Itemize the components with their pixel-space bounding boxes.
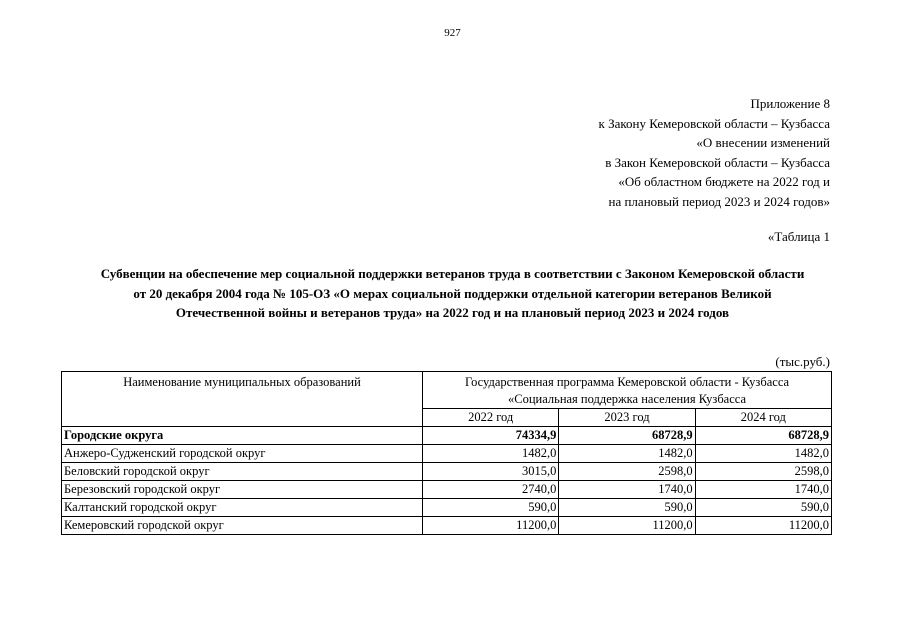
title-line: Отечественной войны и ветеранов труда» на 2022 год и на плановый период 2023 и 2024 годов <box>175 305 730 320</box>
table-row <box>62 445 832 463</box>
appendix-line: на плановый период 2023 и 2024 годов» <box>608 193 830 209</box>
column-header-year: 2023 год <box>559 409 695 427</box>
value-2022: 2740,0 <box>423 481 559 499</box>
row-name: Калтанский городской округ <box>62 499 423 517</box>
table-row <box>62 499 832 517</box>
appendix-line: «Об областном бюджете на 2022 год и <box>618 174 830 190</box>
table-reference: «Таблица 1 <box>767 229 830 244</box>
program-header-line: «Социальная поддержка населения Кузбасса <box>508 392 747 406</box>
appendix-line: Приложение 8 <box>750 96 830 111</box>
appendix-line: в Закон Кемеровской области – Кузбасса <box>605 154 830 170</box>
row-name: Городские округа <box>62 427 423 445</box>
value-2024: 11200,0 <box>695 517 831 535</box>
appendix-header <box>599 94 831 212</box>
title-line: Субвенции на обеспечение мер социальной поддержки ветеранов труда в соответствии с Законом Кемеровской области <box>100 266 805 281</box>
column-header-name: Наименование муниципальных образований <box>62 372 423 427</box>
row-name: Кемеровский городской округ <box>62 517 423 535</box>
value-2023: 1740,0 <box>559 481 695 499</box>
column-header-program <box>423 372 832 409</box>
table-row <box>62 517 832 535</box>
row-name: Березовский городской округ <box>62 481 423 499</box>
row-name: Беловский городской округ <box>62 463 423 481</box>
unit-label: (тыс.руб.) <box>775 354 830 369</box>
table-row <box>62 481 832 499</box>
table-row-total <box>62 427 832 445</box>
page-number: 927 <box>444 27 461 39</box>
value-2024: 68728,9 <box>695 427 831 445</box>
column-header-year: 2022 год <box>423 409 559 427</box>
value-2023: 68728,9 <box>559 427 695 445</box>
appendix-line: «О внесении изменений <box>696 135 830 151</box>
value-2022: 11200,0 <box>423 517 559 535</box>
row-name: Анжеро-Судженский городской округ <box>62 445 423 463</box>
title-line: от 20 декабря 2004 года № 105-ОЗ «О мерах социальной поддержки отдельной категории ветеранов Великой <box>133 285 772 301</box>
column-header-year: 2024 год <box>695 409 831 427</box>
program-header-line: Государственная программа Кемеровской области - Кузбасса <box>464 375 790 389</box>
value-2024: 2598,0 <box>695 463 831 481</box>
value-2024: 590,0 <box>695 499 831 517</box>
document-title <box>60 264 845 323</box>
value-2022: 590,0 <box>423 499 559 517</box>
table-header-row <box>62 372 832 409</box>
appendix-line: к Закону Кемеровской области – Кузбасса <box>598 115 830 131</box>
value-2023: 2598,0 <box>559 463 695 481</box>
subsidy-table <box>61 371 832 535</box>
value-2023: 1482,0 <box>559 445 695 463</box>
value-2024: 1740,0 <box>695 481 831 499</box>
value-2022: 1482,0 <box>423 445 559 463</box>
value-2024: 1482,0 <box>695 445 831 463</box>
table-row <box>62 463 832 481</box>
value-2022: 74334,9 <box>423 427 559 445</box>
value-2023: 590,0 <box>559 499 695 517</box>
value-2023: 11200,0 <box>559 517 695 535</box>
value-2022: 3015,0 <box>423 463 559 481</box>
